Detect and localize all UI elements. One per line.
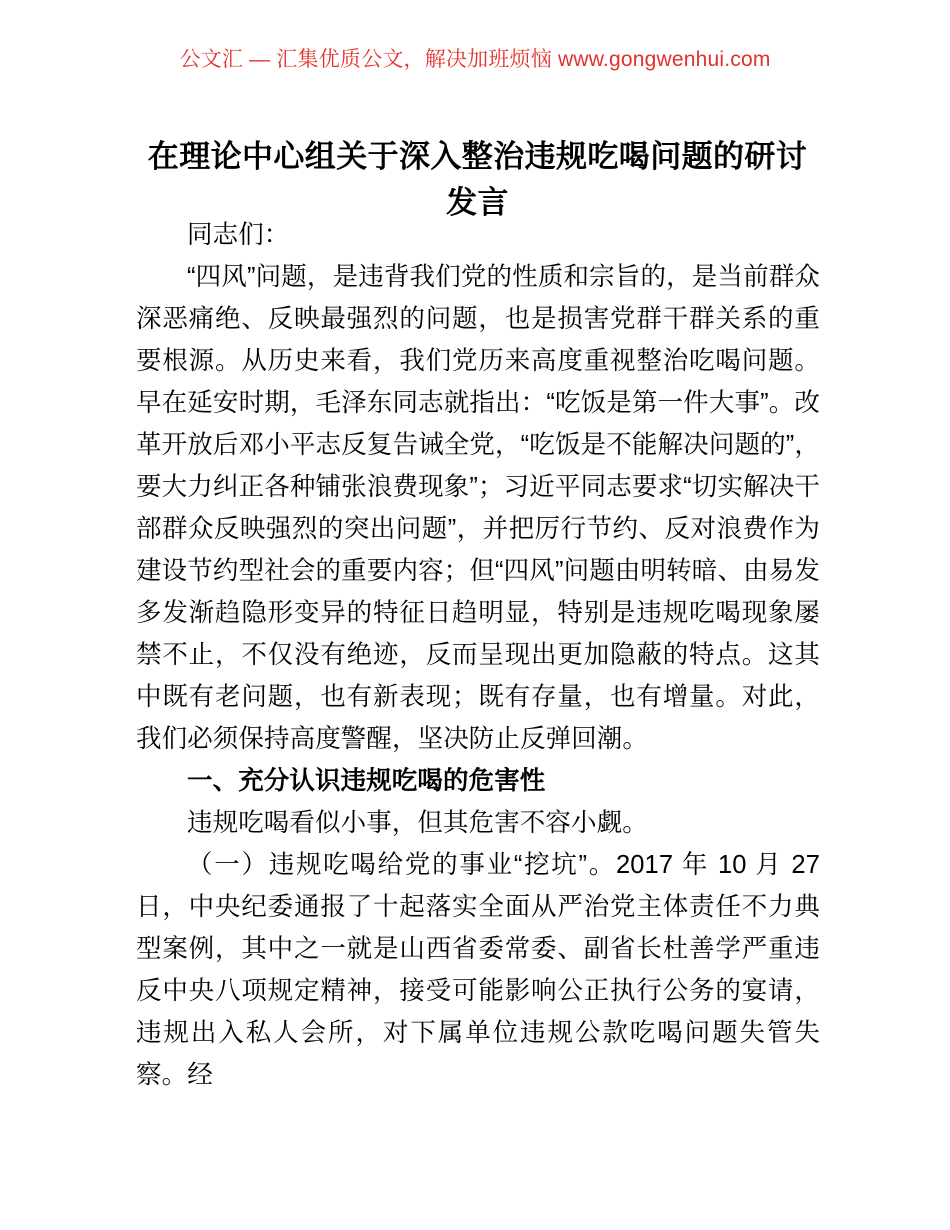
section-heading-1: 一、充分认识违规吃喝的危害性 <box>187 767 546 795</box>
document-body <box>136 214 820 1096</box>
body-paragraph-3: （一）违规吃喝给党的事业“挖坑”。2017 年 10 月 27 日，中央纪委通报了十起落实全面从严治党主体责任不力典型案例，其中之一就是山西省委常委、副省长杜善学严重违反中央八项规定精神，接受可能影响公正执行公务的宴请，违规出入私人会所，对下属单位违规公款吃喝问题失管失察。经 <box>136 851 820 1089</box>
site-watermark-header: 公文汇 — 汇集优质公文，解决加班烦恼 www.gongwenhui.com <box>179 48 771 71</box>
body-paragraph-2: 违规吃喝看似小事，但其危害不容小觑。 <box>187 809 648 837</box>
page-title: 在理论中心组关于深入整治违规吃喝问题的研讨发言 <box>147 138 808 220</box>
body-paragraph-1: “四风”问题，是违背我们党的性质和宗旨的，是当前群众深恶痛绝、反映最强烈的问题，也是损害党群干群关系的重要根源。从历史来看，我们党历来高度重视整治吃喝问题。早在延安时期，毛泽东同志就指出：“吃饭是第一件大事”。改革开放后邓小平志反复告诫全党，“吃饭是不能解决问题的”，要大力纠正各种铺张浪费现象”；习近平同志要求“切实解决干部群众反映强烈的突出问题”，并把厉行节约、反对浪费作为建设节约型社会的重要内容；但“四风”问题由明转暗、由易发多发渐趋隐形变异的特征日趋明显，特别是违规吃喝现象屡禁不止，不仅没有绝迹，反而呈现出更加隐蔽的特点。这其中既有老问题，也有新表现；既有存量，也有增量。对此，我们必须保持高度警醒，坚决防止反弹回潮。 <box>136 263 820 753</box>
salutation-paragraph: 同志们： <box>187 221 290 249</box>
